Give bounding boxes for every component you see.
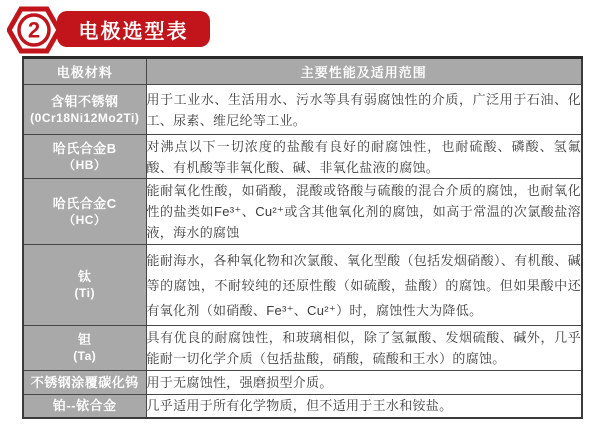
material-grade: (Ta) <box>73 349 97 363</box>
material-cell <box>23 135 146 179</box>
description-cell: 用于工业水、生活用水、污水等具有弱腐蚀性的介质，广泛用于石油、化工、尿素、维尼纶等工业。 <box>146 85 582 135</box>
material-name: 钛 <box>77 269 92 284</box>
col-header-material: 电极材料 <box>23 58 146 85</box>
description-cell: 具有优良的耐腐蚀性，和玻璃相似，除了氢氟酸、发烟硫酸、碱外，几乎能耐一切化学介质（包括盐酸，硝酸，硫酸和王水）的腐蚀。 <box>146 326 582 371</box>
description-cell: 能耐氧化性酸，如硝酸，混酸或铬酸与硫酸的混合介质的腐蚀，也耐氧化性的盐类如Fe³⁺、Cu²⁺或含其他氧化剂的腐蚀，如高于常温的次氯酸盐溶液，海水的腐蚀 <box>146 179 582 245</box>
material-grade: （HC） <box>63 212 107 227</box>
material-name: 不锈钢涂覆碳化钨 <box>30 375 139 390</box>
step-badge-hexagon-icon <box>7 5 61 55</box>
material-cell <box>23 371 146 395</box>
step-badge-number: 2 <box>27 17 41 43</box>
material-name: 哈氏合金C <box>52 195 117 211</box>
page-title: 电极选型表 <box>57 11 210 47</box>
material-grade: (0Cr18Ni12Mo2Ti) <box>30 110 140 125</box>
material-cell <box>23 326 146 371</box>
page-header <box>0 0 600 56</box>
table-row <box>23 371 582 395</box>
material-name: 含钼不锈钢 <box>50 93 119 109</box>
table-row <box>23 326 582 371</box>
col-header-performance: 主要性能及适用范围 <box>146 58 582 85</box>
material-grade: (Ti) <box>74 286 95 300</box>
material-name: 哈氏合金B <box>52 140 117 156</box>
electrode-selection-table <box>22 56 583 419</box>
material-cell <box>23 395 146 418</box>
table-row <box>23 85 582 135</box>
material-name: 钽 <box>77 332 92 347</box>
description-cell: 用于无腐蚀性，强磨损型介质。 <box>146 371 582 395</box>
material-grade: （HB） <box>63 157 107 172</box>
description-cell: 几乎适用于所有化学物质，但不适用于王水和铵盐。 <box>146 395 582 418</box>
description-cell: 能耐海水，各种氧化物和次氯酸、氧化型酸（包括发烟硝酸）、有机酸、碱等的腐蚀，不耐较纯的还原性酸（如硫酸，盐酸）的腐蚀。但如果酸中还有氧化剂（如硝酸、Fe³⁺、Cu²⁺）时，腐蚀性大为降低。 <box>146 245 582 326</box>
table-row <box>23 245 582 326</box>
table-header-row <box>23 58 582 85</box>
material-cell <box>23 85 146 135</box>
material-cell <box>23 179 146 245</box>
table-row <box>23 395 582 418</box>
material-cell <box>23 245 146 326</box>
material-name: 铂--铱合金 <box>52 398 117 414</box>
table-row <box>23 179 582 245</box>
table-row <box>23 135 582 179</box>
description-cell: 对沸点以下一切浓度的盐酸有良好的耐腐蚀性，也耐硫酸、磷酸、氢氟酸、有机酸等非氧化酸、碱、非氧化盐液的腐蚀。 <box>146 135 582 179</box>
